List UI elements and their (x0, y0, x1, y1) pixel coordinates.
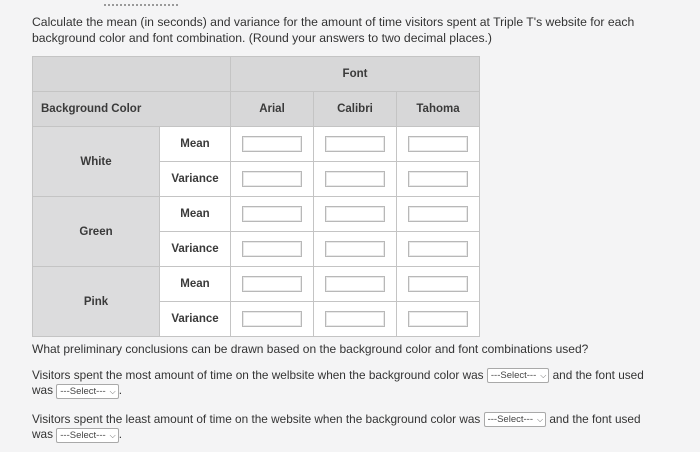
most-was-text: was (32, 383, 53, 398)
least-was-text: was (32, 427, 53, 442)
row-label-pink: Pink (33, 267, 160, 337)
least-background-select[interactable] (484, 412, 546, 427)
most-prefix-text: Visitors spent the most amount of time on the welbsite when the background color was (32, 368, 484, 382)
row-label-green: Green (33, 197, 160, 267)
col-header-arial: Arial (231, 92, 314, 127)
header-blank (33, 57, 231, 92)
input-white-arial-mean[interactable] (242, 136, 302, 152)
most-time-statement: Visitors spent the most amount of time on the welbsite when the background color was ---Select--- ⌵ and the font used was ---Select--- ⌵ . (32, 368, 644, 398)
stat-label-mean: Mean (160, 267, 231, 302)
input-pink-calibri-variance[interactable] (325, 311, 385, 327)
input-pink-arial-mean[interactable] (242, 276, 302, 292)
input-green-calibri-variance[interactable] (325, 241, 385, 257)
select-value: ---Select--- (487, 414, 533, 426)
input-green-arial-mean[interactable] (242, 206, 302, 222)
input-green-calibri-mean[interactable] (325, 206, 385, 222)
input-pink-arial-variance[interactable] (242, 311, 302, 327)
chevron-down-icon: ⌵ (540, 371, 547, 381)
least-middle-text: and the font used (549, 412, 641, 426)
font-header: Font (231, 57, 480, 92)
stat-label-mean: Mean (160, 197, 231, 232)
data-entry-table (32, 56, 480, 337)
input-white-calibri-variance[interactable] (325, 171, 385, 187)
col-header-calibri: Calibri (314, 92, 397, 127)
most-background-select[interactable] (487, 368, 549, 383)
conclusion-question: What preliminary conclusions can be drawn based on the background color and font combinations used? (32, 342, 589, 356)
chevron-down-icon: ⌵ (109, 430, 116, 440)
least-time-statement: Visitors spent the least amount of time on the website when the background color was ---Select--- ⌵ and the font used was ---Select--- ⌵ . (32, 412, 641, 442)
top-divider (104, 0, 178, 6)
row-label-white: White (33, 127, 160, 197)
input-green-arial-variance[interactable] (242, 241, 302, 257)
least-font-select[interactable] (56, 428, 118, 443)
stat-label-variance: Variance (160, 302, 231, 337)
input-white-tahoma-variance[interactable] (408, 171, 468, 187)
input-green-tahoma-variance[interactable] (408, 241, 468, 257)
input-pink-calibri-mean[interactable] (325, 276, 385, 292)
chevron-down-icon: ⌵ (109, 386, 116, 396)
most-font-select[interactable] (56, 384, 118, 399)
input-green-tahoma-mean[interactable] (408, 206, 468, 222)
input-pink-tahoma-variance[interactable] (408, 311, 468, 327)
most-middle-text: and the font used (552, 368, 644, 382)
select-value: ---Select--- (60, 429, 106, 441)
input-white-tahoma-mean[interactable] (408, 136, 468, 152)
input-pink-tahoma-mean[interactable] (408, 276, 468, 292)
chevron-down-icon: ⌵ (537, 415, 544, 425)
select-value: ---Select--- (490, 370, 537, 382)
stat-label-variance: Variance (160, 232, 231, 267)
background-color-header: Background Color (33, 92, 231, 127)
input-white-arial-variance[interactable] (242, 171, 302, 187)
col-header-tahoma: Tahoma (397, 92, 480, 127)
stat-label-mean: Mean (160, 127, 231, 162)
least-prefix-text: Visitors spent the least amount of time on the website when the background color was (32, 412, 481, 426)
instructions-text: Calculate the mean (in seconds) and variance for the amount of time visitors spent at Triple T's website for each background color and font combination. (Round your answers to two decimal places.) (32, 15, 635, 45)
select-value: ---Select--- (60, 385, 106, 397)
input-white-calibri-mean[interactable] (325, 136, 385, 152)
stat-label-variance: Variance (160, 162, 231, 197)
